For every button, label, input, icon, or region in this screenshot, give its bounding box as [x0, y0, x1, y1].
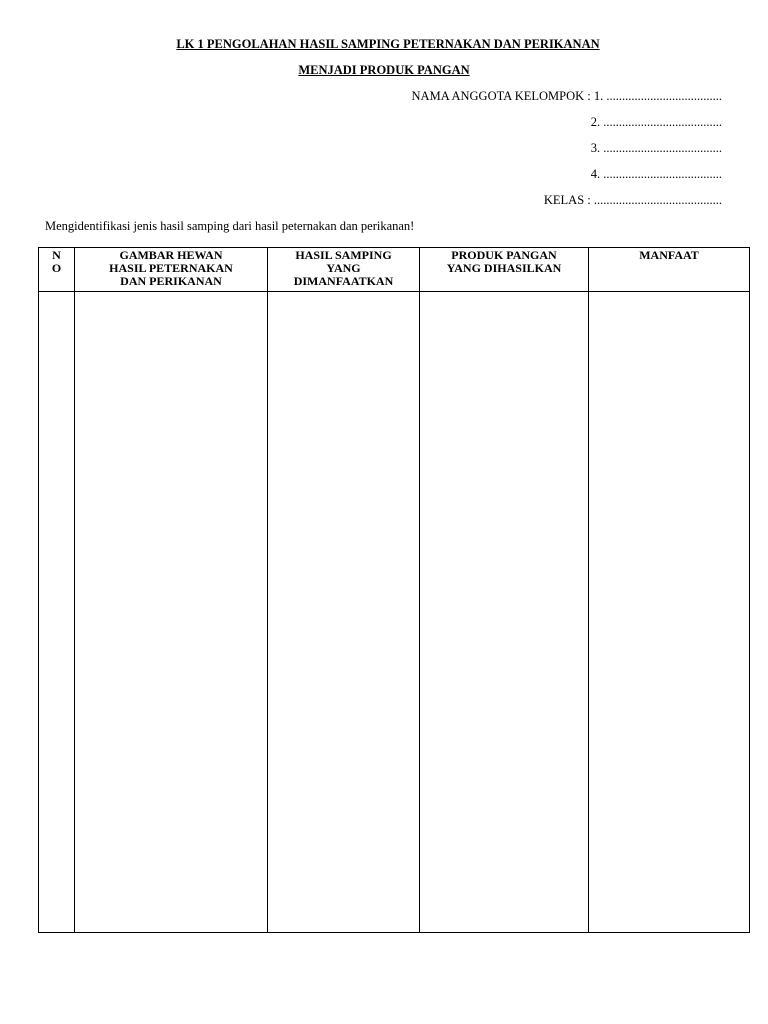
worksheet-table: [38, 247, 750, 933]
header-produk-line2: YANG DIHASILKAN: [446, 261, 562, 275]
header-gambar-line2: HASIL PETERNAKAN: [109, 261, 233, 275]
header-produk-pangan: [420, 248, 589, 292]
cell-no[interactable]: [39, 292, 75, 933]
header-manfaat-line1: MANFAAT: [639, 248, 699, 262]
instruction-text: Mengidentifikasi jenis hasil samping dari hasil peternakan dan perikanan!: [45, 219, 415, 233]
header-hasil-line1: HASIL SAMPING: [295, 248, 392, 262]
group-members-line-2: 2. ......................................: [590, 115, 722, 129]
header-gambar-line1: GAMBAR HEWAN: [119, 248, 223, 262]
cell-produk-pangan[interactable]: [420, 292, 589, 933]
header-hasil-line2: YANG: [326, 261, 361, 275]
group-members-line-4: 4. ......................................: [590, 167, 722, 181]
table-header-row: [39, 248, 750, 292]
header-gambar-line3: DAN PERIKANAN: [120, 274, 222, 288]
header-manfaat: [589, 248, 750, 292]
header-no: [39, 248, 75, 292]
cell-gambar-hewan[interactable]: [75, 292, 268, 933]
header-produk-line1: PRODUK PANGAN: [451, 248, 557, 262]
header-gambar-hewan: [75, 248, 268, 292]
table-row: [39, 292, 750, 933]
class-line: KELAS : .........................................: [543, 193, 722, 207]
cell-manfaat[interactable]: [589, 292, 750, 933]
cell-hasil-samping[interactable]: [268, 292, 420, 933]
header-no-line1: N: [52, 248, 61, 262]
header-hasil-line3: DIMANFAATKAN: [293, 274, 394, 288]
worksheet-title-line2: MENJADI PRODUK PANGAN: [298, 63, 470, 77]
group-members-line-1: NAMA ANGGOTA KELOMPOK : 1. .....................................: [411, 89, 722, 103]
group-members-line-3: 3. ......................................: [590, 141, 722, 155]
header-no-line2: O: [51, 261, 62, 275]
header-hasil-samping: [268, 248, 420, 292]
worksheet-title-line1: LK 1 PENGOLAHAN HASIL SAMPING PETERNAKAN DAN PERIKANAN: [176, 37, 600, 51]
